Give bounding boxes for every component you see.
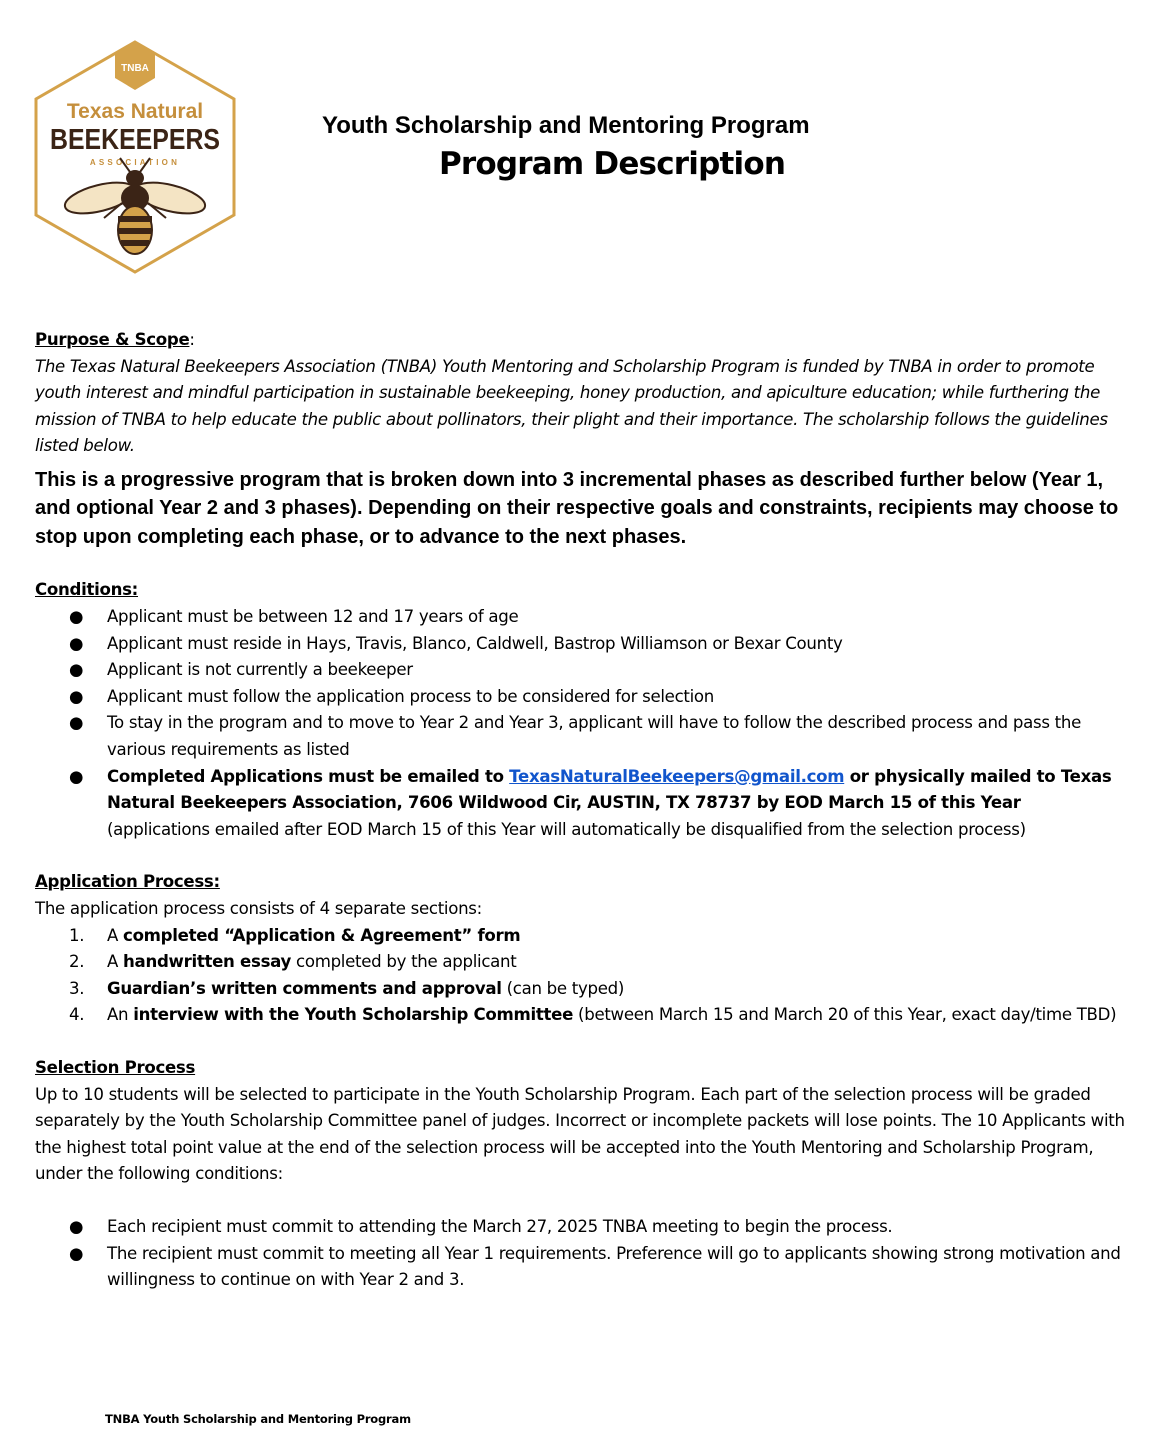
item-prefix: An (107, 1005, 134, 1025)
conditions-heading: Conditions: (35, 580, 139, 600)
selection-condition-text: Each recipient must commit to attending the March 27, 2025 TNBA meeting to begin the process. (107, 1216, 893, 1236)
item-suffix: completed by the applicant (291, 952, 517, 972)
bullet-icon: ● (69, 660, 84, 680)
logo-line3: ASSOCIATION (89, 158, 181, 167)
logo-line1: Texas Natural (66, 100, 204, 123)
list-item (35, 1214, 1125, 1241)
selection-condition-text: The recipient must commit to meeting all Year 1 requirements. Preference will go to applicants showing strong motivation and willingness to continue on with Year 2 and 3. (107, 1243, 1121, 1290)
purpose-heading-colon: : (189, 330, 195, 349)
list-item (35, 657, 1125, 684)
progressive-statement: This is a progressive program that is broken down into 3 incremental phases as described further below (Year 1, and optional Year 2 and 3 phases). Depending on their respective goals and constraints, recipients may choose to stop upon completing each phase, or to advance to the next phases. (35, 468, 1119, 548)
item-prefix: A (107, 925, 124, 945)
list-item (35, 1002, 1125, 1029)
item-number: 3. (69, 978, 85, 998)
item-suffix: (can be typed) (501, 978, 625, 998)
selection-text: Up to 10 students will be selected to participate in the Youth Scholarship Program. Each part of the selection process will be graded separately by the Youth Scholarship Committee panel of judges. Incorrect or incomplete packets will lose points. The 10 Applicants with the highest total point value at the end of the selection process will be accepted into the Youth Mentoring and Scholarship Program, under the following conditions: (35, 1084, 1125, 1184)
list-item (35, 710, 1125, 763)
condition-text: Applicant must reside in Hays, Travis, Blanco, Caldwell, Bastrop Williamson or Bexar County (107, 633, 843, 653)
item-suffix: (between March 15 and March 20 of this Year, exact day/time TBD) (573, 1005, 1117, 1025)
program-subtitle: Program Description (439, 146, 786, 182)
condition-text: Applicant must be between 12 and 17 years of age (107, 607, 519, 627)
item-bold: Guardian’s written comments and approval (107, 978, 502, 998)
bullet-icon: ● (69, 686, 84, 706)
condition-text: To stay in the program and to move to Year 2 and Year 3, applicant will have to follow the described process and pass the various requirements as listed (107, 713, 1081, 760)
list-item (35, 976, 1125, 1003)
item-bold: handwritten essay (123, 952, 292, 972)
bullet-icon: ● (69, 607, 84, 627)
bullet-icon: ● (69, 633, 84, 653)
bee-icon (62, 158, 208, 254)
bullet-icon: ● (69, 766, 84, 786)
conditions-list (35, 604, 1125, 843)
deadline-note: (applications emailed after EOD March 15 of this Year will automatically be disqualified from the selection process) (107, 819, 1026, 839)
list-item (35, 631, 1125, 658)
list-item (35, 684, 1125, 711)
bullet-icon: ● (69, 713, 84, 733)
item-number: 1. (69, 925, 85, 945)
purpose-section (35, 327, 1125, 354)
item-number: 2. (69, 952, 85, 972)
document-body (35, 327, 1125, 1294)
mailing-address: or physically mailed to Texas Natural Beekeepers Association, 7606 Wildwood Cir, AUSTIN, TX 78737 by EOD March 15 of this Year (107, 766, 1112, 813)
selection-conditions-list (35, 1214, 1125, 1294)
item-bold: interview with the Youth Scholarship Committee (133, 1005, 574, 1025)
tnba-logo (32, 38, 238, 276)
list-item (35, 764, 1125, 844)
email-link[interactable]: TexasNaturalBeekeepers@gmail.com (509, 766, 845, 786)
page-footer: TNBA Youth Scholarship and Mentoring Program (105, 1412, 411, 1426)
list-item (35, 1241, 1125, 1294)
list-item (35, 949, 1125, 976)
logo-badge-text: TNBA (121, 63, 149, 74)
purpose-text: The Texas Natural Beekeepers Association (TNBA) Youth Mentoring and Scholarship Program is funded by TNBA in order to promote youth interest and mindful participation in sustainable beekeeping, honey production, and apiculture education; while furthering the mission of TNBA to help educate the public about pollinators, their plight and their importance. The scholarship follows the guidelines listed below. (35, 356, 1108, 456)
item-number: 4. (69, 1005, 85, 1025)
list-item (35, 923, 1125, 950)
condition-text: Applicant is not currently a beekeeper (107, 660, 413, 680)
condition-text: Applicant must follow the application process to be considered for selection (107, 686, 714, 706)
list-item (35, 604, 1125, 631)
bullet-icon: ● (69, 1216, 84, 1236)
item-prefix: A (107, 952, 124, 972)
program-title: Youth Scholarship and Mentoring Program (322, 112, 810, 139)
purpose-heading: Purpose & Scope (35, 330, 190, 349)
bullet-icon: ● (69, 1243, 84, 1263)
item-bold: completed “Application & Agreement” form (123, 925, 521, 945)
selection-heading: Selection Process (35, 1057, 196, 1077)
application-heading: Application Process: (35, 872, 220, 892)
application-intro: The application process consists of 4 separate sections: (35, 899, 482, 918)
logo-line2: BEEKEEPERS (50, 124, 220, 156)
application-list (35, 923, 1125, 1029)
submission-instructions: Completed Applications must be emailed to (107, 766, 510, 786)
